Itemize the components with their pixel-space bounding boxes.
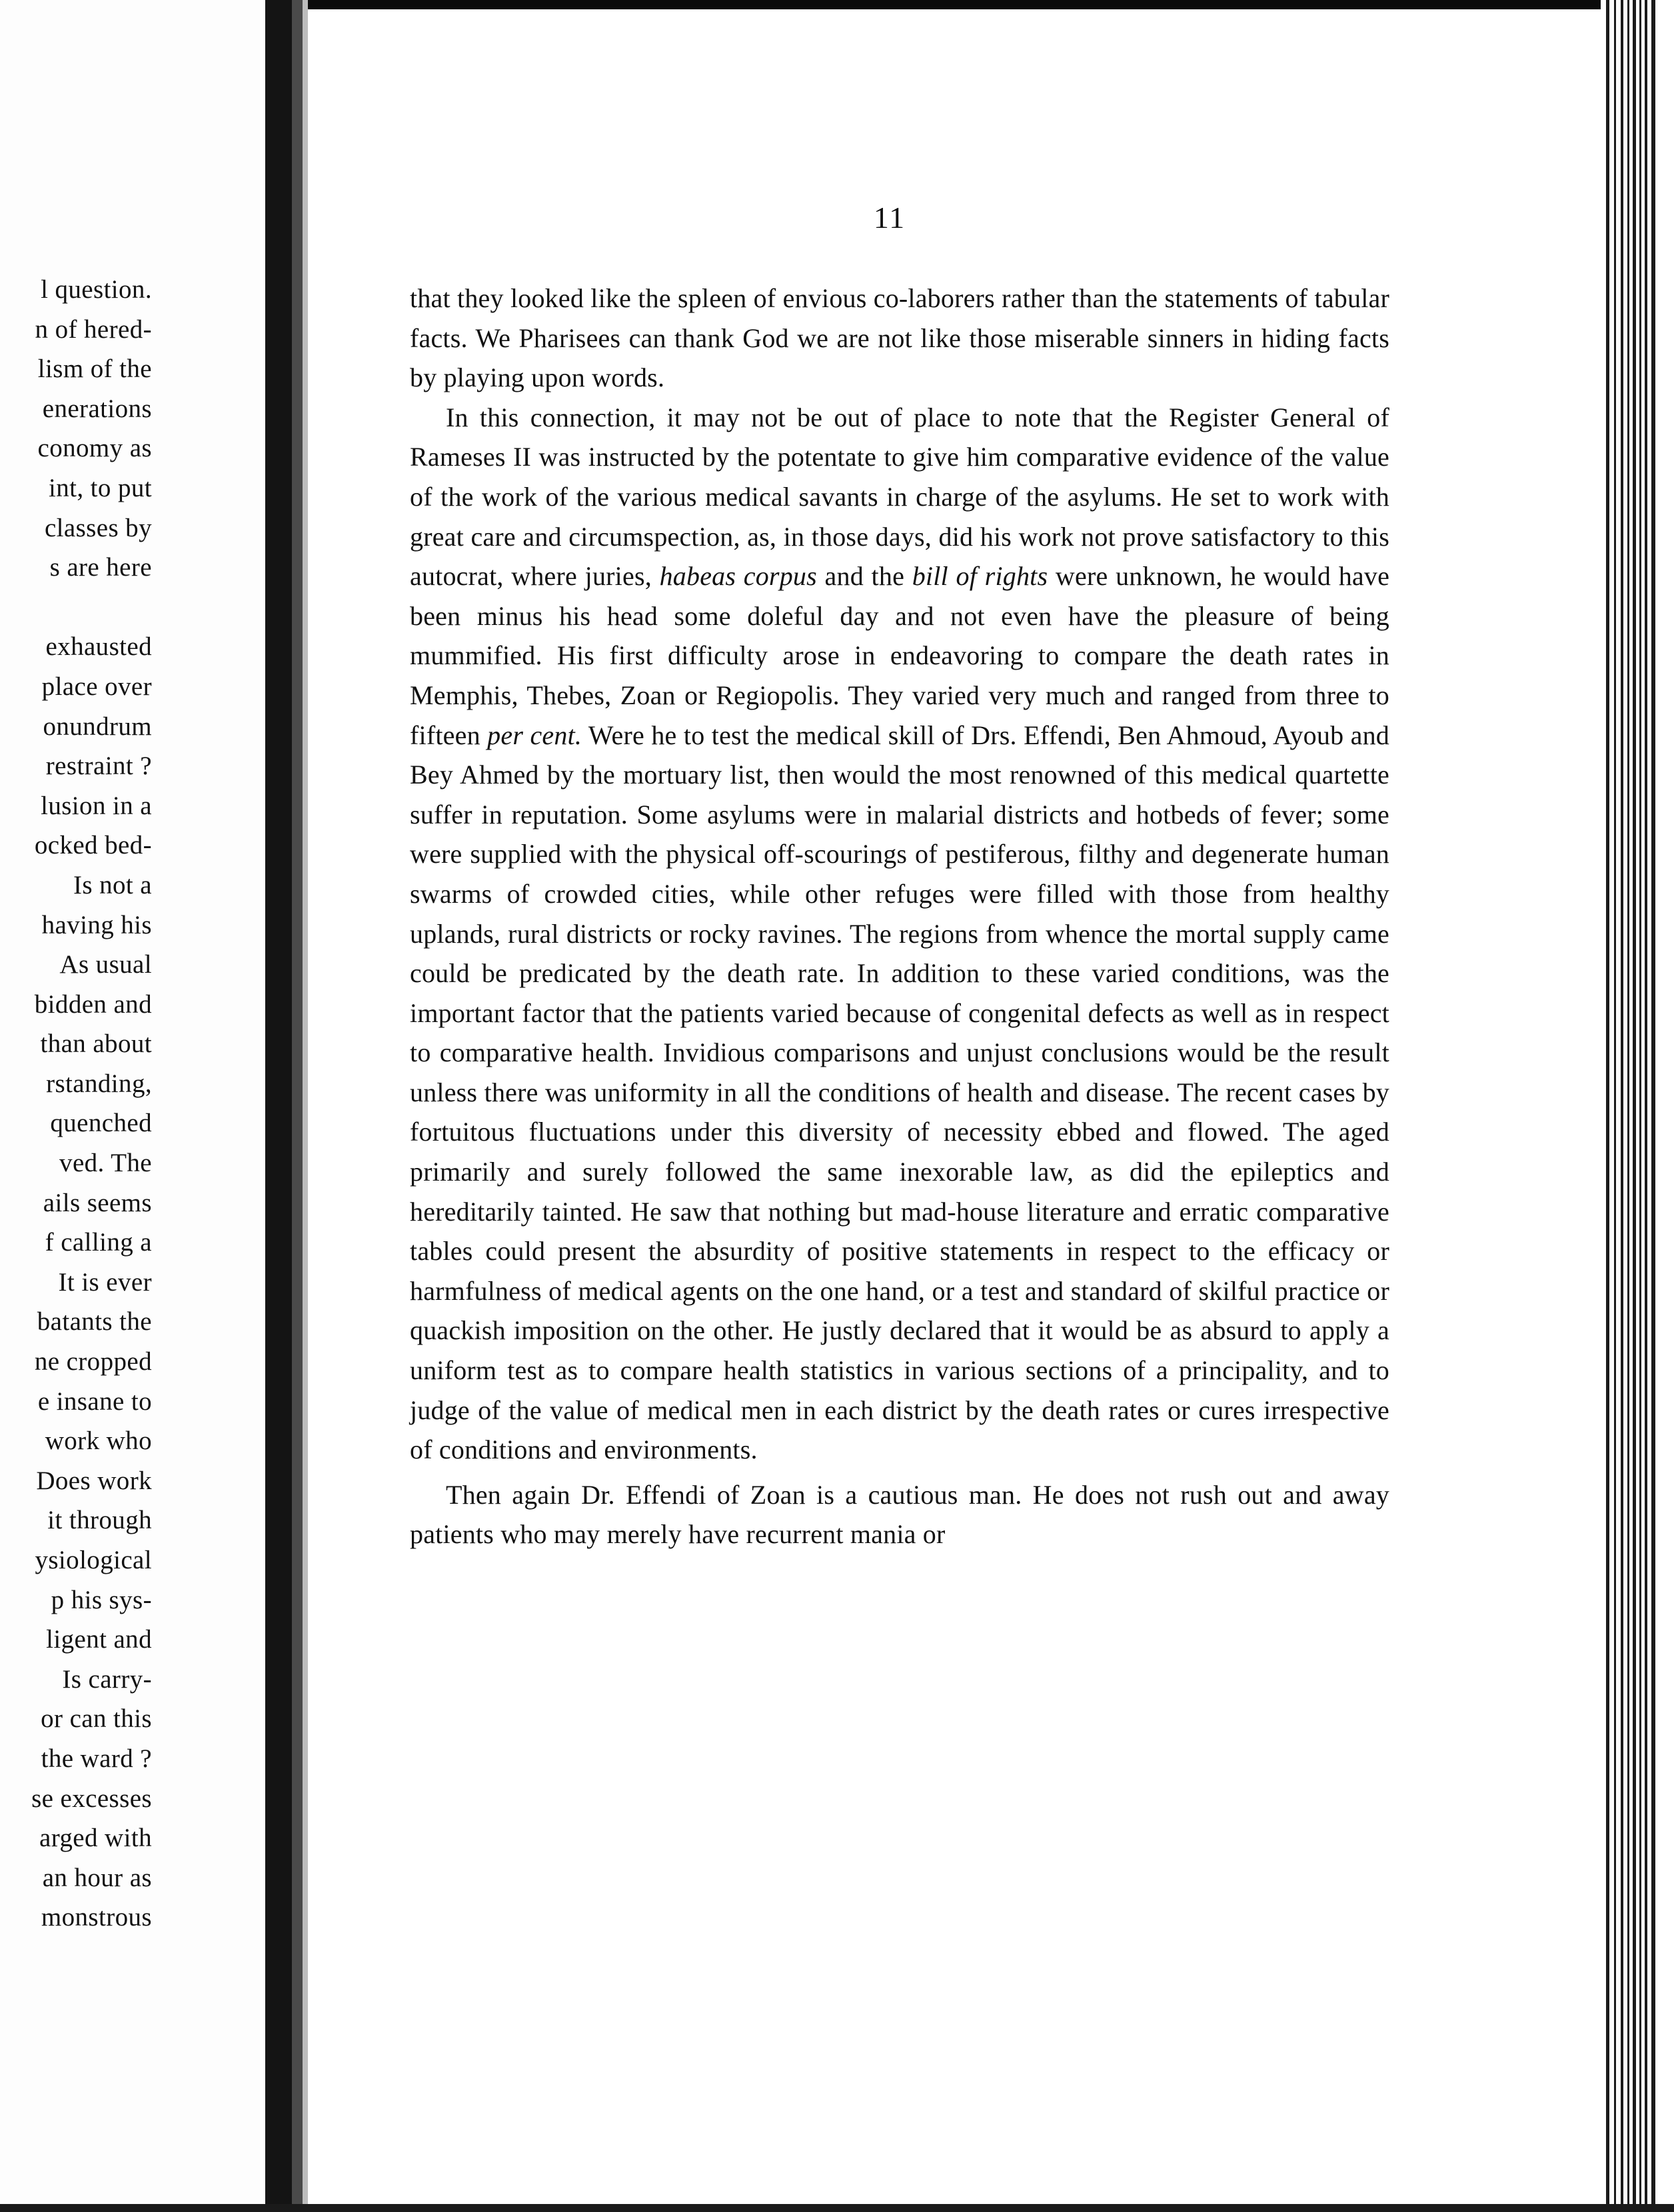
- italic-bill-of-rights: bill of rights: [912, 561, 1048, 592]
- left-page-text-fragments: [0, 270, 152, 1937]
- left-page-line: f calling a: [45, 1228, 152, 1257]
- left-page-line: or can this: [41, 1704, 152, 1734]
- left-page-line: n of hered-: [35, 314, 152, 344]
- book-gutter: [265, 0, 292, 2212]
- left-page-line: l question.: [41, 275, 152, 304]
- page-edge-line: [1633, 0, 1636, 2212]
- paragraph-1: that they looked like the spleen of envious co-laborers rather than the statements of tabular facts. We Pharisees can thank God we are not like those miserable sinners in hiding facts by playing upon words.: [410, 283, 1389, 393]
- paragraph-2-text-a: In this connection, it may not be out of place to note that the Register General of Rameses II was instructed by the potentate to give him comparative evidence of the value of the work of the various medical savants in charge of the asylums. He set to work with great care and circumspection, as, in those days, did his work not prove satisfactory to this autocrat, where juries,: [410, 402, 1389, 592]
- left-page-line: As usual: [59, 950, 152, 979]
- left-page-line: having his: [41, 910, 152, 939]
- left-page-line: ne cropped: [34, 1347, 152, 1377]
- gutter-shadow: [292, 0, 303, 2212]
- left-page-line: ligent and: [46, 1625, 152, 1654]
- paragraph-2-text-c: were unknown, he would have been minus his head some doleful day and not even have the pleasure of being mummified. His first difficulty arose in endeavoring to compare the death rates in Memphis, Thebes, Zoan or Regiopolis. They varied very much and ranged from three to fifteen: [410, 561, 1390, 750]
- page-edge-line: [1614, 0, 1616, 2212]
- left-page-line: an hour as: [42, 1863, 152, 1892]
- left-page-line: arged with: [39, 1824, 152, 1853]
- left-page: [0, 0, 265, 2212]
- left-page-line: rstanding,: [46, 1069, 152, 1098]
- left-page-line: the ward ?: [41, 1744, 152, 1773]
- left-page-line: it through: [47, 1506, 152, 1535]
- left-page-line: quenched: [50, 1109, 152, 1138]
- page-edge-line: [1645, 0, 1647, 2212]
- italic-per-cent: per cent.: [487, 720, 582, 750]
- left-page-line: Does work: [36, 1466, 152, 1495]
- left-page-line: It is ever: [58, 1267, 152, 1297]
- page-edge-line: [1606, 0, 1609, 2212]
- left-page-line: e insane to: [37, 1386, 152, 1416]
- page-number: 11: [873, 201, 906, 235]
- gutter-highlight: [303, 0, 308, 2212]
- page-edge-line: [1639, 0, 1641, 2212]
- left-page-line: batants the: [37, 1307, 152, 1337]
- left-page-line: exhausted: [45, 632, 152, 662]
- left-page-line: p his sys-: [51, 1585, 152, 1614]
- left-page-line: monstrous: [41, 1903, 152, 1932]
- paragraph-2-text-d: Were he to test the medical skill of Drs. Effendi, Ben Ahmoud, Ayoub and Bey Ahmed by the mortuary list, then would the most renowned of this medical quartette suffer in reputation. Some asylums were in malarial districts and hotbeds of fever; some were supplied with the physical off-scourings of pestiferous, filthy and degenerate human swarms of crowded cities, while other refuges were filled with those from healthy uplands, rural districts or rocky ravines. The regions from whence the mortal supply came could be predicated by the death rate. In addition to these varied conditions, was the important factor that the patients varied because of congenital defects as well as in respect to comparative health. Invidious comparisons and unjust conclusions would be the result unless there was uniformity in all the conditions of health and disease. The recent cases by fortuitous fluctuations under this diversity of necessity ebbed and flowed. The aged primarily and surely followed the same inexorable law, as did the epileptics and hereditarily tainted. He saw that nothing but mad-house literature and erratic comparative tables could present the absurdity of positive statements in respect to the efficacy or harmfulness of medical agents on the one hand, or a test and standard of skilful practice or quackish imposition on the other. He justly declared that it would be as absurd to apply a uniform test as to compare health statistics in various sections of a principality, and to judge of the value of medical men in each district by the death rates or cures irrespective of conditions and environments.: [410, 720, 1390, 1465]
- page-edges: [1601, 0, 1674, 2212]
- left-page-line: Is carry-: [62, 1664, 152, 1694]
- left-page-line: conomy as: [37, 434, 152, 463]
- left-page-line: work who: [45, 1426, 152, 1456]
- left-page-line: bidden and: [34, 989, 152, 1019]
- left-page-line: [0, 588, 152, 628]
- left-page-line: ysiological: [35, 1546, 152, 1574]
- bottom-scan-border: [0, 2204, 1674, 2212]
- page-edge-line: [1621, 0, 1623, 2212]
- page-edge-line: [1651, 0, 1655, 2212]
- paragraph-3: Then again Dr. Effendi of Zoan is a cautious man. He does not rush out and away patients who may merely have recurrent mania or: [410, 1479, 1389, 1550]
- left-page-line: Is not a: [73, 870, 152, 899]
- left-page-line: enerations: [42, 394, 152, 423]
- left-page-line: lism of the: [37, 354, 152, 384]
- left-page-line: onundrum: [43, 712, 152, 741]
- left-page-line: lusion in a: [41, 791, 152, 820]
- left-page-line: s are here: [49, 553, 152, 582]
- page-body-text: [410, 278, 1389, 1554]
- left-page-line: restraint ?: [45, 752, 152, 781]
- left-page-line: ails seems: [43, 1188, 152, 1217]
- left-page-line: place over: [41, 672, 152, 701]
- left-page-line: ved. The: [59, 1149, 152, 1178]
- left-page-line: than about: [40, 1029, 152, 1059]
- italic-habeas-corpus: habeas corpus: [659, 561, 817, 592]
- left-page-line: se excesses: [31, 1784, 152, 1813]
- page-edge-line: [1627, 0, 1629, 2212]
- left-page-line: int, to put: [49, 473, 152, 502]
- left-page-line: ocked bed-: [34, 831, 152, 860]
- paragraph-2: [410, 398, 1389, 1470]
- left-page-line: classes by: [44, 513, 152, 542]
- paragraph-2-text-b: and the: [824, 561, 905, 592]
